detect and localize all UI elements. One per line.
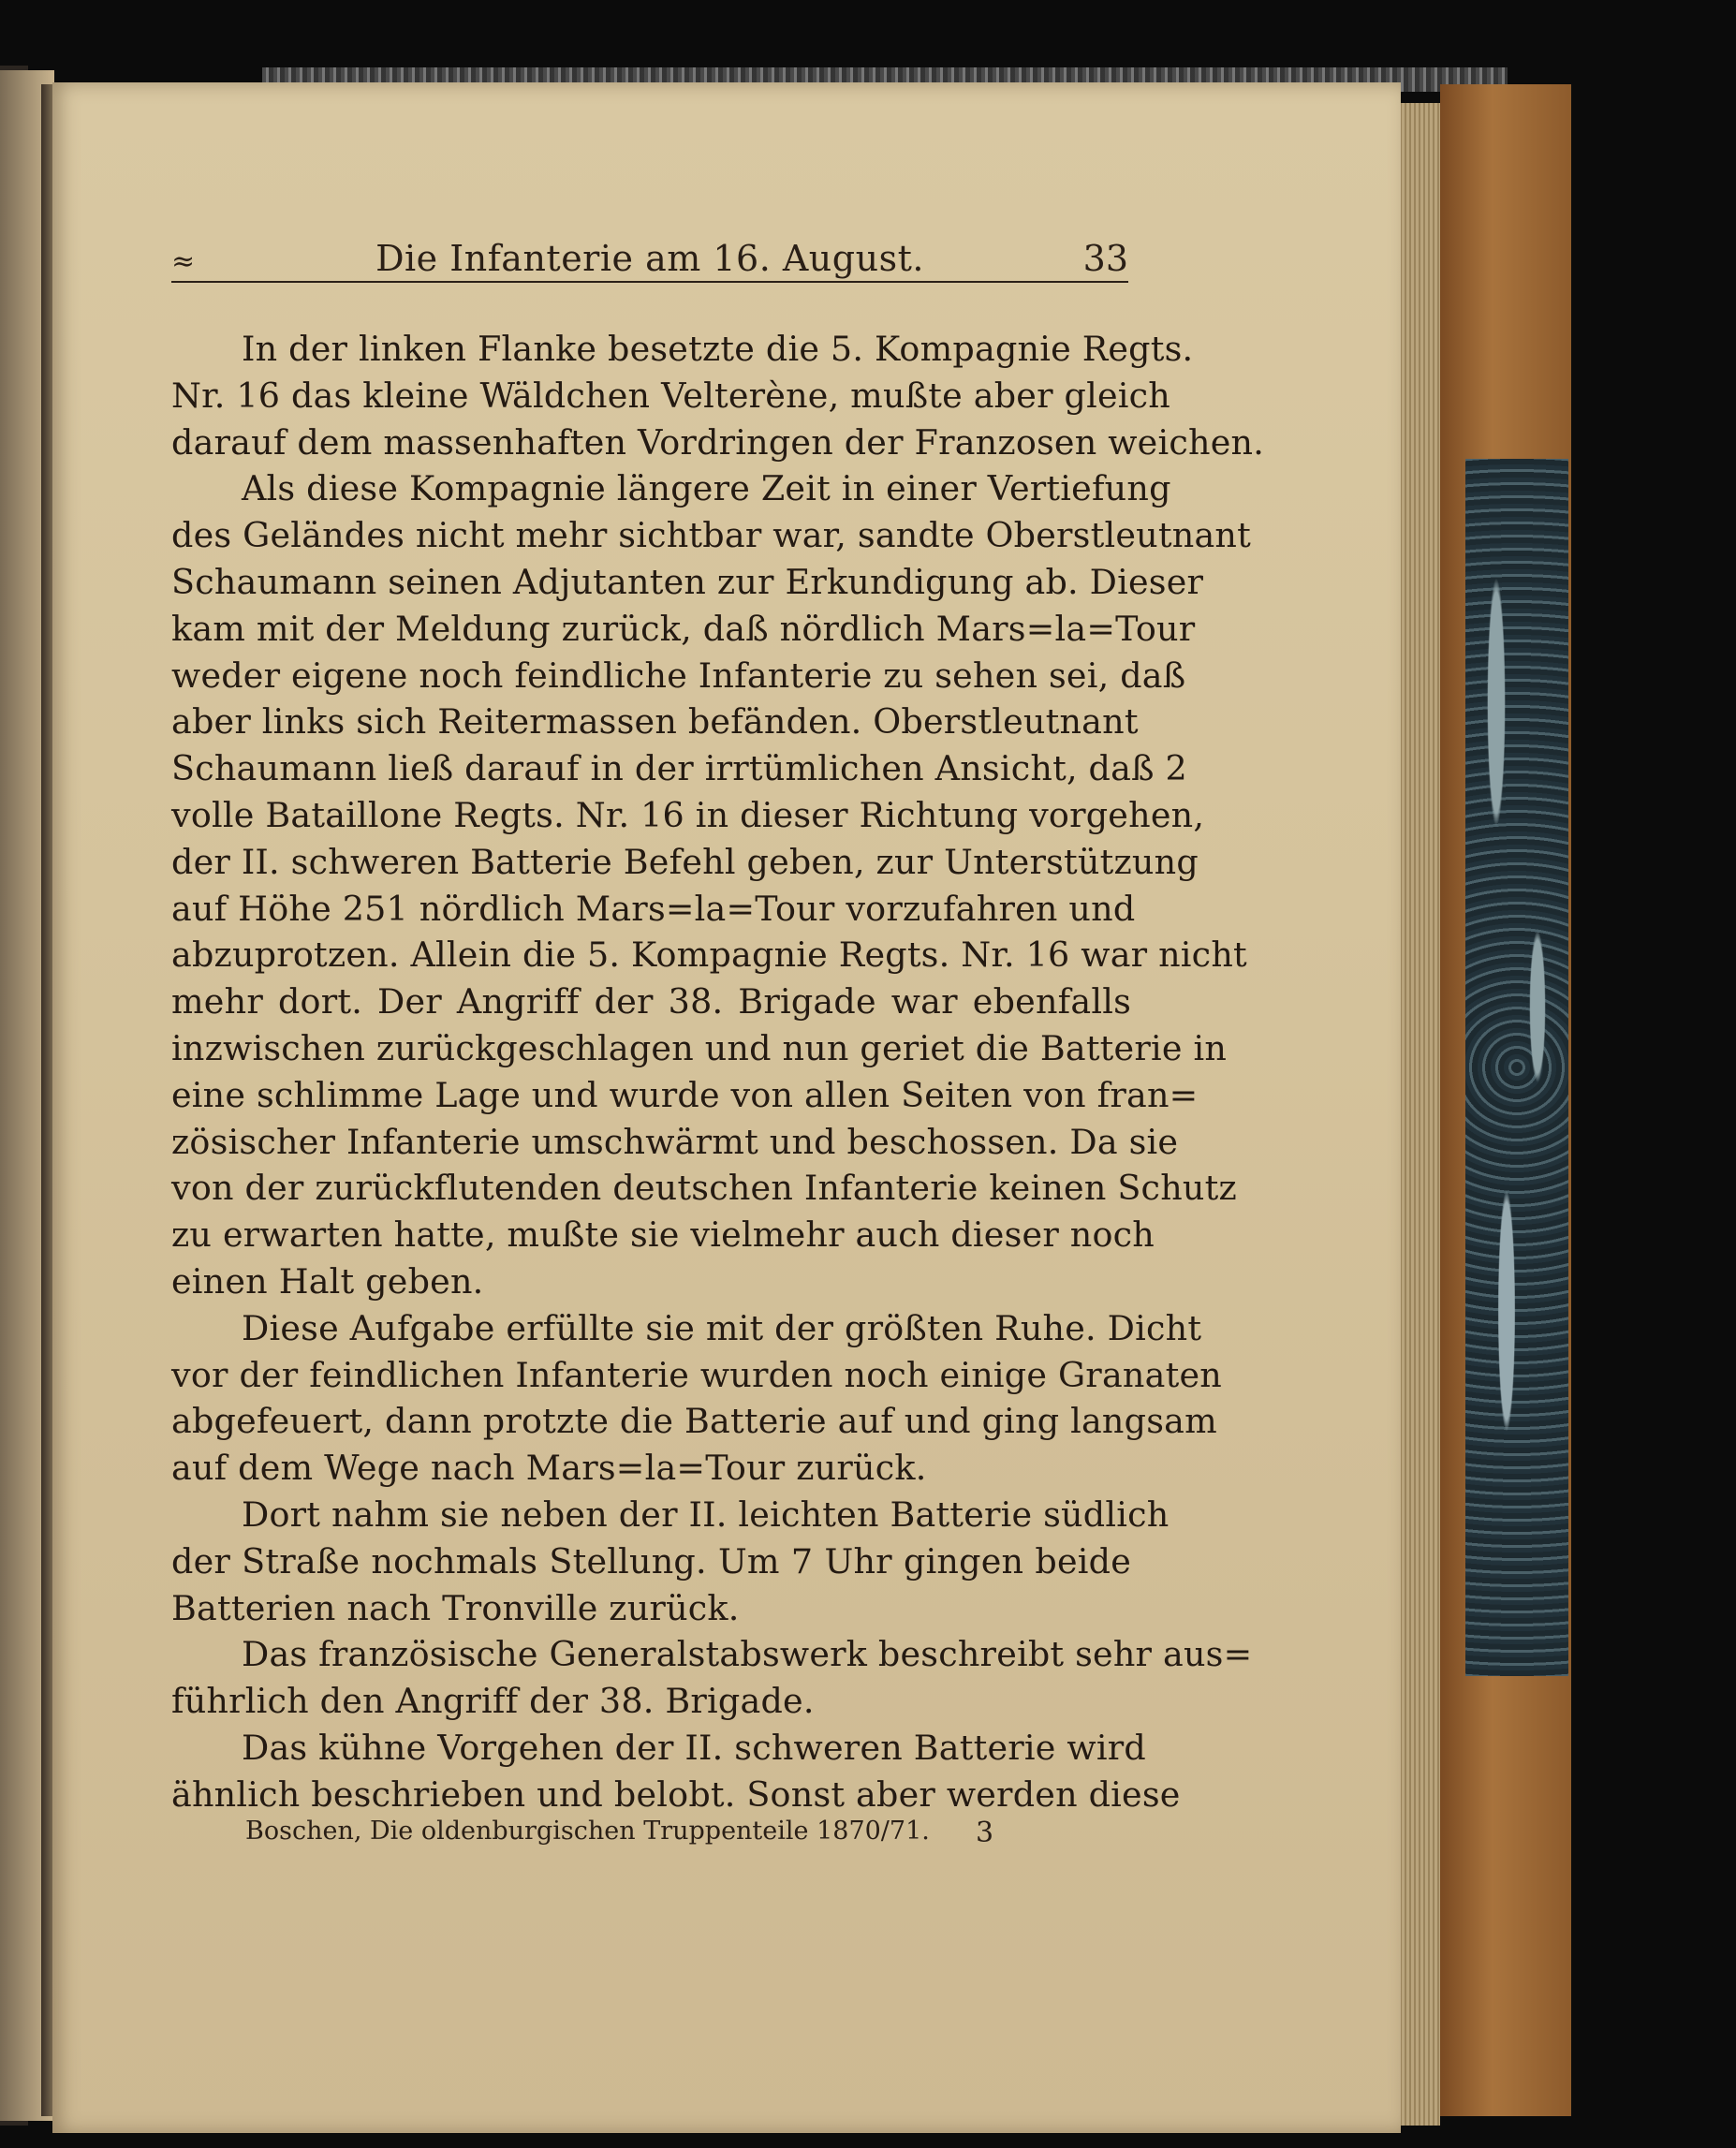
page-footer bbox=[245, 1817, 994, 1854]
text-line: Diese Aufgabe erfüllte sie mit der größten Ruhe. Dicht bbox=[242, 1307, 1202, 1348]
text-line: auf Höhe 251 nördlich Mars=la=Tour vorzufahren und bbox=[171, 888, 1136, 929]
text-line: eine schlimme Lage und wurde von allen Seiten von fran= bbox=[171, 1074, 1199, 1115]
text-line: abzuprotzen. Allein die 5. Kompagnie Regts. Nr. 16 war nicht bbox=[171, 934, 1247, 976]
text-line: ähnlich beschrieben und belobt. Sonst aber werden diese bbox=[171, 1773, 1181, 1815]
text-line: auf dem Wege nach Mars=la=Tour zurück. bbox=[171, 1448, 927, 1489]
text-line: von der zurückflutenden deutschen Infanterie keinen Schutz bbox=[171, 1168, 1237, 1209]
text-line: zösischer Infanterie umschwärmt und beschossen. Da sie bbox=[171, 1121, 1179, 1162]
text-line: kam mit der Meldung zurück, daß nördlich Mars=la=Tour bbox=[171, 608, 1196, 649]
text-line: inzwischen zurückgeschlagen und nun geriet die Batterie in bbox=[171, 1027, 1228, 1068]
text-line: weder eigene noch feindliche Infanterie zu sehen sei, daß bbox=[171, 655, 1186, 696]
page-stack-edge bbox=[1397, 103, 1440, 2126]
text-line: Nr. 16 das kleine Wäldchen Velterène, mußte aber gleich bbox=[171, 375, 1170, 416]
text-line: Als diese Kompagnie längere Zeit in einer Vertiefung bbox=[242, 468, 1171, 509]
header-mark: ≈ bbox=[171, 245, 196, 278]
text-line: abgefeuert, dann protzte die Batterie auf und ging langsam bbox=[171, 1401, 1217, 1442]
text-line: führlich den Angriff der 38. Brigade. bbox=[171, 1681, 815, 1722]
text-line: zu erwarten hatte, mußte sie vielmehr auch dieser noch bbox=[171, 1214, 1155, 1256]
body-text bbox=[171, 326, 1265, 1818]
text-line: mehr dort. Der Angriff der 38. Brigade war ebenfalls bbox=[171, 981, 1131, 1023]
text-line: Dort nahm sie neben der II. leichten Batterie südlich bbox=[242, 1493, 1170, 1535]
text-line: volle Bataillone Regts. Nr. 16 in dieser Richtung vorgehen, bbox=[171, 794, 1205, 835]
text-line: Schaumann ließ darauf in der irrtümlichen Ansicht, daß 2 bbox=[171, 748, 1187, 789]
marbled-cover-pattern bbox=[1465, 459, 1568, 1676]
text-line: Das französische Generalstabswerk beschreibt sehr aus= bbox=[242, 1634, 1253, 1675]
text-line: des Geländes nicht mehr sichtbar war, sandte Oberstleutnant bbox=[171, 515, 1251, 556]
text-line: darauf dem massenhaften Vordringen der Franzosen weichen. bbox=[171, 421, 1265, 463]
text-line: Das kühne Vorgehen der II. schweren Batterie wird bbox=[242, 1727, 1146, 1768]
running-header bbox=[171, 232, 1128, 283]
text-line: einen Halt geben. bbox=[171, 1260, 484, 1302]
text-line: der Straße nochmals Stellung. Um 7 Uhr gingen beide bbox=[171, 1540, 1131, 1582]
running-title: Die Infanterie am 16. August. bbox=[375, 238, 924, 279]
text-line: aber links sich Reitermassen befänden. Oberstleutnant bbox=[171, 701, 1139, 743]
signature-number: 3 bbox=[976, 1817, 994, 1849]
text-line: Batterien nach Tronville zurück. bbox=[171, 1587, 740, 1628]
page-number: 33 bbox=[1082, 238, 1128, 279]
text-line: In der linken Flanke besetzte die 5. Kompagnie Regts. bbox=[242, 329, 1194, 369]
text-line: Schaumann seinen Adjutanten zur Erkundigung ab. Dieser bbox=[171, 561, 1204, 602]
text-line: vor der feindlichen Infanterie wurden noch einige Granaten bbox=[171, 1354, 1222, 1395]
signature-line: Boschen, Die oldenburgischen Truppenteile 1870/71. bbox=[245, 1817, 930, 1846]
text-line: der II. schweren Batterie Befehl geben, zur Unterstützung bbox=[171, 841, 1199, 882]
